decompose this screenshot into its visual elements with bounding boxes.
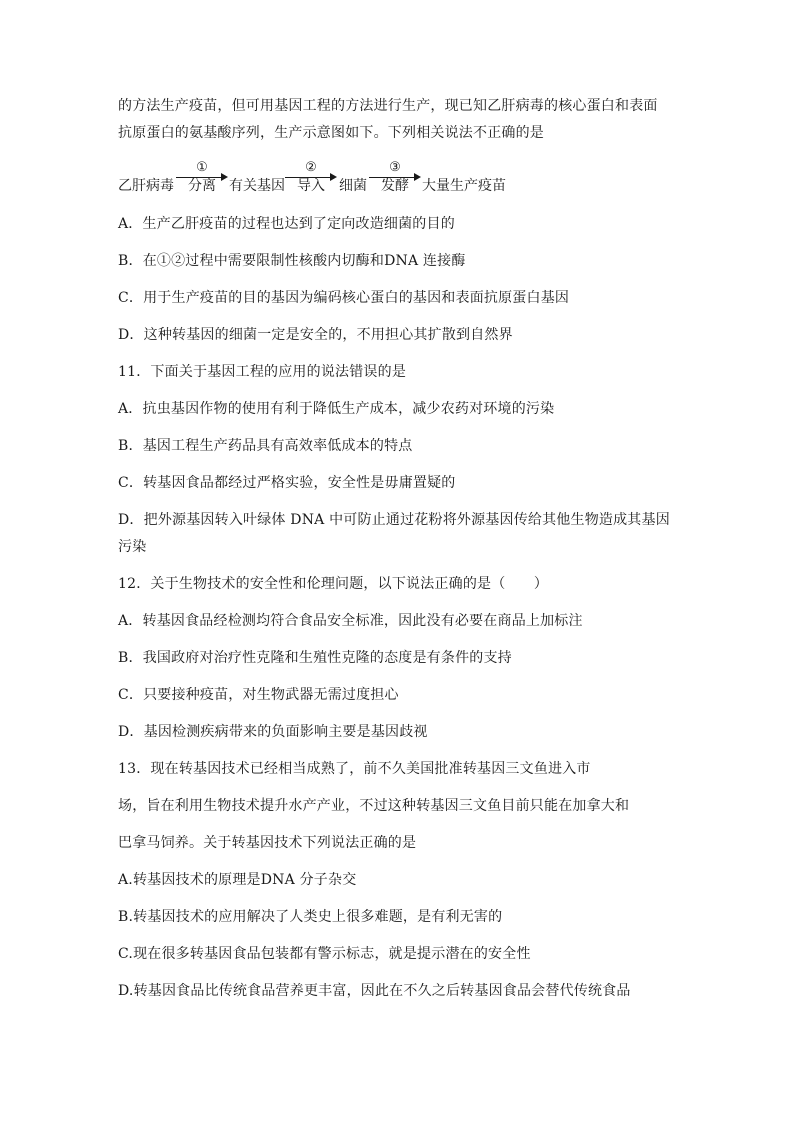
- q11-option-a: A．抗虫基因作物的使用有利于降低生产成本，减少农药对环境的污染: [118, 401, 555, 417]
- flow-step-virus: 乙肝病毒: [118, 178, 174, 194]
- q13-option-a: A.转基因技术的原理是DNA 分子杂交: [118, 872, 357, 888]
- flow-arrow-1-number: ①: [196, 160, 208, 175]
- flow-arrow-2-label: 导入: [297, 178, 325, 194]
- q11-option-d-continued: 污染: [118, 539, 147, 555]
- q10-option-b: B．在①②过程中需要限制性核酸内切酶和DNA 连接酶: [118, 253, 466, 269]
- q12-option-a: A．转基因食品经检测均符合食品安全标准，因此没有必要在商品上加标注: [118, 613, 583, 629]
- q13-stem-line-2: 场，旨在利用生物技术提升水产产业，不过这种转基因三文鱼目前只能在加拿大和: [118, 798, 630, 814]
- q13-stem-line-1: 13．现在转基因技术已经相当成熟了，前不久美国批准转基因三文鱼进入市: [118, 761, 591, 777]
- q11-stem: 11．下面关于基因工程的应用的说法错误的是: [118, 364, 407, 380]
- flow-step-gene: 有关基因: [229, 178, 285, 194]
- q10-option-d: D．这种转基因的细菌一定是安全的，不用担心其扩散到自然界: [118, 327, 513, 343]
- intro-text-line-1: 的方法生产疫苗，但可用基因工程的方法进行生产，现已知乙肝病毒的核心蛋白和表面: [118, 98, 658, 114]
- production-flow-diagram: [118, 160, 718, 196]
- flow-arrow-2-number: ②: [305, 160, 317, 175]
- q11-option-b: B．基因工程生产药品具有高效率低成本的特点: [118, 438, 413, 454]
- intro-text-line-2: 抗原蛋白的氨基酸序列，生产示意图如下。下列相关说法不正确的是: [118, 125, 544, 141]
- q12-option-b: B．我国政府对治疗性克隆和生殖性克隆的态度是有条件的支持: [118, 650, 512, 666]
- q10-option-c: C．用于生产疫苗的目的基因为编码核心蛋白的基因和表面抗原蛋白基因: [118, 290, 570, 306]
- q11-option-d: D．把外源基因转入叶绿体 DNA 中可防止通过花粉将外源基因传给其他生物造成其基因: [118, 512, 670, 528]
- q12-option-c: C．只要接种疫苗，对生物武器无需过度担心: [118, 687, 399, 703]
- flow-arrow-1: [176, 160, 228, 196]
- q12-option-d: D．基因检测疾病带来的负面影响主要是基因歧视: [118, 724, 428, 740]
- q13-option-d: D.转基因食品比传统食品营养更丰富，因此在不久之后转基因食品会替代传统食品: [118, 983, 631, 999]
- flow-step-vaccine: 大量生产疫苗: [422, 178, 506, 194]
- q13-option-b: B.转基因技术的应用解决了人类史上很多难题，是有利无害的: [118, 909, 503, 925]
- flow-arrow-2: [285, 160, 337, 196]
- q11-option-c: C．转基因食品都经过严格实验，安全性是毋庸置疑的: [118, 475, 456, 491]
- flow-arrow-3: [369, 160, 421, 196]
- flow-arrow-3-number: ③: [389, 160, 401, 175]
- q13-stem-line-3: 巴拿马饲养。关于转基因技术下列说法正确的是: [118, 835, 417, 851]
- flow-step-bacteria: 细菌: [339, 178, 367, 194]
- q12-stem: 12．关于生物技术的安全性和伦理问题，以下说法正确的是（ ）: [118, 576, 549, 592]
- q10-option-a: A．生产乙肝疫苗的过程也达到了定向改造细菌的目的: [118, 216, 455, 232]
- flow-arrow-3-label: 发酵: [381, 178, 409, 194]
- q13-option-c: C.现在很多转基因食品包装都有警示标志，就是提示潜在的安全性: [118, 946, 531, 962]
- flow-arrow-1-label: 分离: [188, 178, 216, 194]
